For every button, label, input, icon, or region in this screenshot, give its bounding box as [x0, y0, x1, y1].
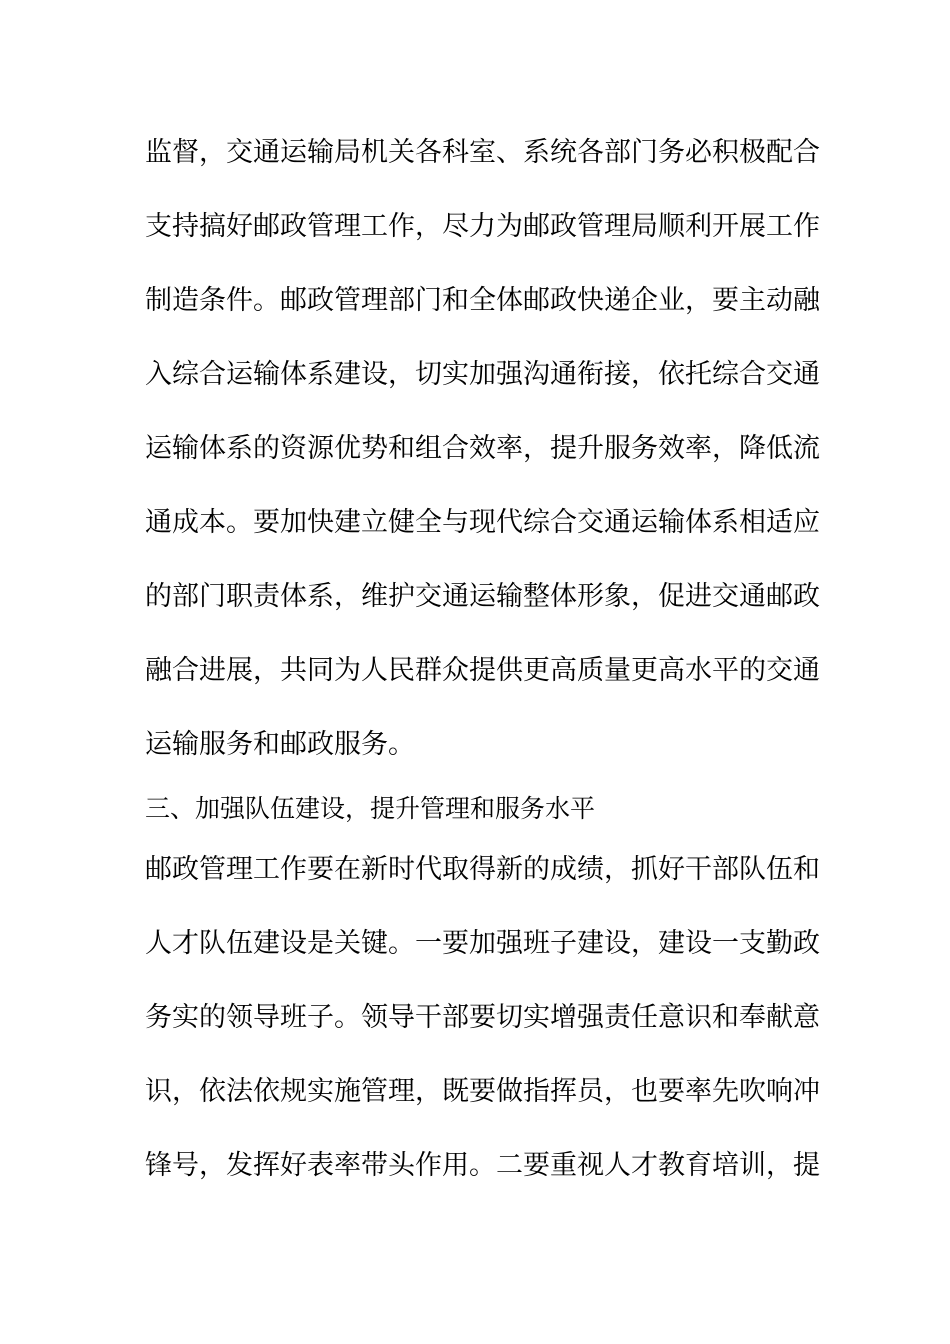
paragraph-line: 锋号，发挥好表率带头作用。二要重视人才教育培训，提 [145, 1150, 820, 1181]
paragraph-line: 入综合运输体系建设，切实加强沟通衔接，依托综合交通 [145, 359, 820, 390]
paragraph-line: 识，依法依规实施管理，既要做指挥员，也要率先吹响冲 [145, 1076, 820, 1107]
paragraph-line: 务实的领导班子。领导干部要切实增强责任意识和奉献意 [145, 1002, 820, 1033]
paragraph-line: 制造条件。邮政管理部门和全体邮政快递企业，要主动融 [145, 285, 820, 316]
paragraph-line: 人才队伍建设是关键。一要加强班子建设，建设一支勤政 [145, 928, 820, 959]
paragraph-line: 运输体系的资源优势和组合效率，提升服务效率，降低流 [145, 433, 820, 464]
paragraph-line: 的部门职责体系，维护交通运输整体形象，促进交通邮政 [145, 581, 820, 612]
paragraph-line: 融合进展，共同为人民群众提供更高质量更高水平的交通 [145, 655, 820, 686]
paragraph-line: 邮政管理工作要在新时代取得新的成绩，抓好干部队伍和 [145, 854, 820, 885]
paragraph-line: 支持搞好邮政管理工作，尽力为邮政管理局顺利开展工作 [145, 211, 820, 242]
paragraph-line: 监督，交通运输局机关各科室、系统各部门务必积极配合 [145, 137, 820, 168]
section-heading: 三、加强队伍建设，提升管理和服务水平 [145, 794, 596, 823]
paragraph-line: 通成本。要加快建立健全与现代综合交通运输体系相适应 [145, 507, 820, 538]
paragraph-line: 运输服务和邮政服务。 [145, 729, 415, 760]
